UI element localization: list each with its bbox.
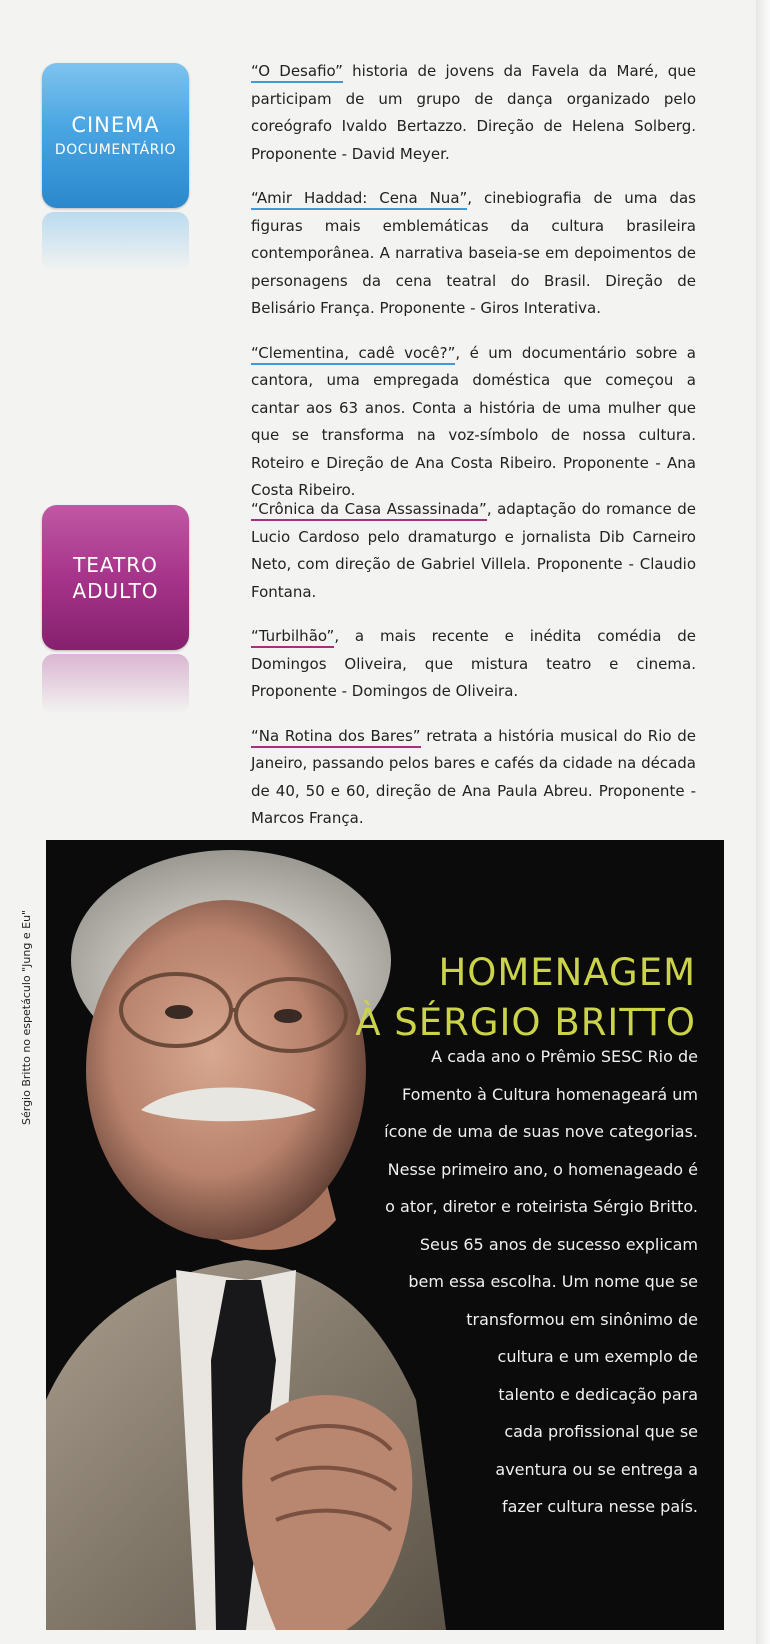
- badge-line2: ADULTO: [72, 578, 159, 603]
- cinema-items: [251, 58, 696, 522]
- homenagem-photo-panel: [46, 840, 724, 1630]
- body-line: bem essa escolha. Um nome que se: [408, 1272, 698, 1291]
- body-line: Seus 65 anos de sucesso explicam: [419, 1234, 698, 1254]
- homenagem-body: [298, 1038, 698, 1526]
- list-item: [251, 185, 696, 323]
- body-line: ícone de uma de suas nove categorias.: [384, 1122, 698, 1141]
- list-item: [251, 723, 696, 833]
- item-title: “Amir Haddad: Cena Nua”: [251, 189, 467, 210]
- list-item: [251, 58, 696, 168]
- badge-line1: CINEMA: [71, 112, 160, 137]
- item-title: “O Desafio”: [251, 62, 343, 83]
- item-title: “Crônica da Casa Assassinada”: [251, 500, 487, 521]
- list-item: [251, 496, 696, 606]
- item-text: historia de jovens da Favela da Maré, que participam de um grupo de dança organizado pelo coreógrafo Ivaldo Bertazzo. Direção de Helena Solberg. Proponente - David Meyer.: [251, 62, 696, 163]
- item-title: “Clementina, cadê você?”: [251, 344, 455, 365]
- cinema-documentario-badge: [42, 63, 189, 208]
- list-item: [251, 623, 696, 706]
- body-line: A cada ano o Prêmio SESC Rio de: [431, 1047, 698, 1066]
- homenagem-title: [355, 948, 696, 1048]
- body-line: cultura e um exemplo de: [497, 1347, 698, 1366]
- photo-credit-text: Sérgio Britto no espetáculo "Jung e Eu": [20, 909, 33, 1125]
- item-title: “Na Rotina dos Bares”: [251, 727, 421, 748]
- body-line: aventura ou se entrega a: [495, 1459, 698, 1479]
- item-text: , é um documentário sobre a cantora, uma empregada doméstica que começou a cantar aos 63 anos. Conta a história de uma mulher que que se transforma na voz-símbolo de nossa cultura. Roteiro e Direção de Ana Costa Ribeiro. Proponente - Ana Costa Ribeiro.: [251, 343, 696, 499]
- item-title: “Turbilhão”: [251, 627, 334, 648]
- item-text: , a mais recente e inédita comédia de Domingos Oliveira, que mistura teatro e cinema. Proponente - Domingos de Oliveira.: [251, 627, 696, 700]
- body-line: Fomento à Cultura homenageará um: [402, 1084, 698, 1104]
- badge-reflection: [42, 212, 189, 272]
- teatro-adulto-badge: [42, 505, 189, 650]
- body-line: fazer cultura nesse país.: [501, 1497, 698, 1516]
- teatro-items: [251, 496, 696, 850]
- body-line: transformou em sinônimo de: [466, 1309, 698, 1329]
- body-line: talento e dedicação para: [498, 1384, 698, 1404]
- list-item: [251, 340, 696, 505]
- badge-line1: TEATRO: [73, 552, 158, 577]
- body-line: o ator, diretor e roteirista Sérgio Britto.: [385, 1197, 698, 1216]
- badge-reflection: [42, 654, 189, 714]
- page-fold-edge: [756, 0, 770, 1644]
- body-line: cada profissional que se: [504, 1422, 698, 1441]
- item-text: , adaptação do romance de Lucio Cardoso pelo dramaturgo e jornalista Dib Carneiro Neto, com direção de Gabriel Villela. Proponente - Claudio Fontana.: [251, 500, 696, 601]
- item-text: , cinebiografia de uma das figuras mais emblemáticas da cultura brasileira contemporânea. A narrativa baseia-se em depoimentos de personagens da cena teatral do Brasil. Direção de Belisário França. Proponente - Giros Interativa.: [251, 189, 696, 317]
- homenagem-title-line1: HOMENAGEM: [438, 951, 696, 994]
- badge-line2: DOCUMENTÁRIO: [54, 141, 177, 158]
- item-text: retrata a história musical do Rio de Janeiro, passando pelos bares e cafés da cidade na década de 40, 50 e 60, direção de Ana Paula Abreu. Proponente - Marcos França.: [251, 726, 697, 827]
- homenagem-title-line2: À SÉRGIO BRITTO: [355, 1001, 696, 1044]
- body-line: Nesse primeiro ano, o homenageado é: [387, 1159, 698, 1179]
